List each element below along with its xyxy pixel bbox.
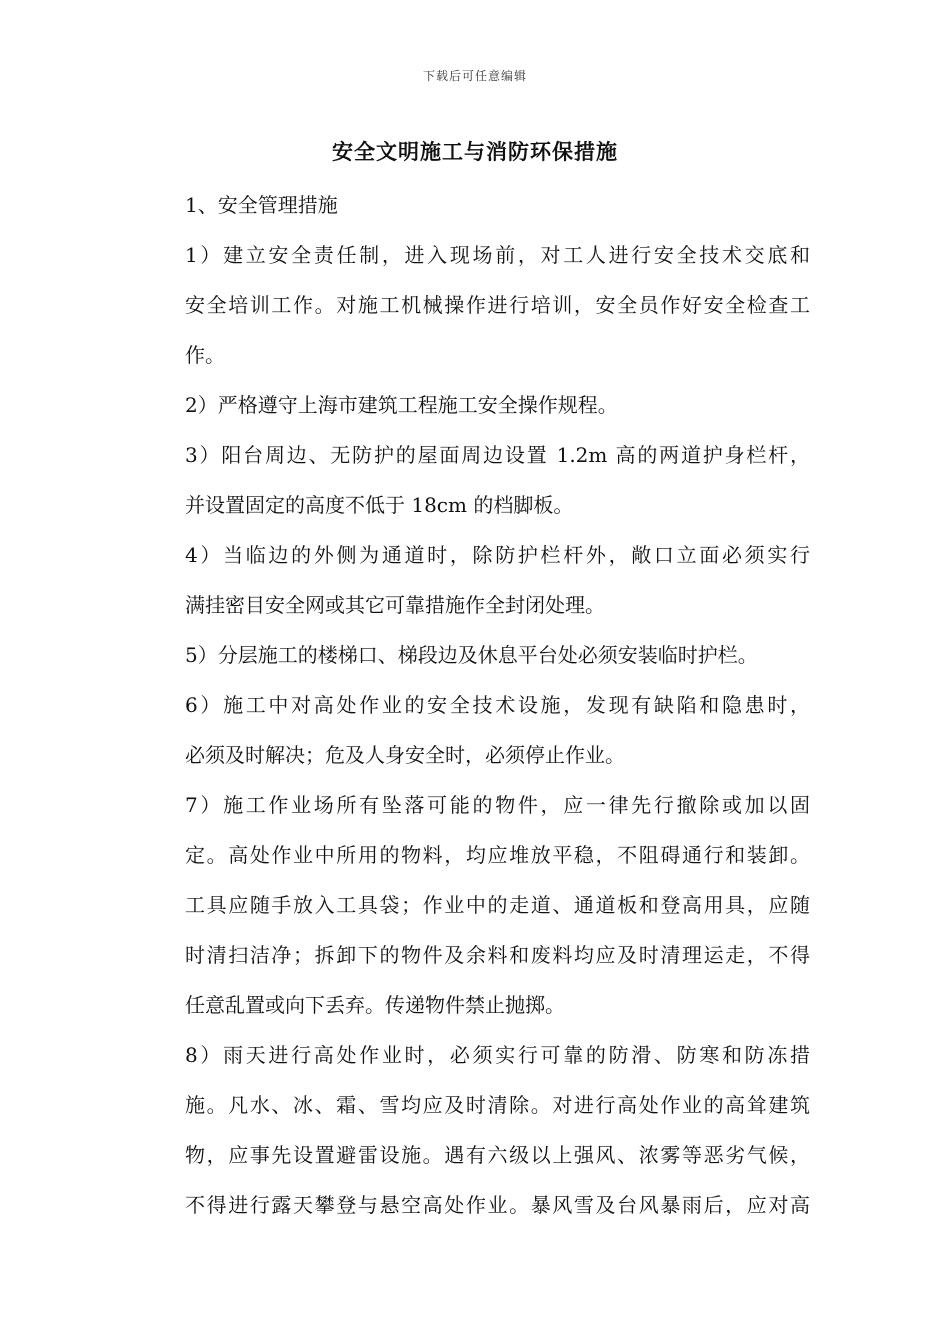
document-body	[145, 180, 810, 1230]
text-line: 物，应事先设置避雷设施。遇有六级以上强风、浓雾等恶劣气候，	[185, 1143, 810, 1167]
paragraph-2	[145, 380, 810, 430]
text-line: 5）分层施工的楼梯口、梯段边及休息平台处必须安装临时护栏。	[185, 643, 758, 667]
text-line: 必须及时解决；危及人身安全时，必须停止作业。	[185, 743, 625, 767]
text-line: 施。凡水、冰、霜、雪均应及时清除。对进行高处作业的高耸建筑	[185, 1093, 810, 1117]
paragraph-1	[145, 230, 810, 380]
text-line: 7）施工作业场所有坠落可能的物件，应一律先行撤除或加以固	[185, 793, 810, 817]
paragraph-4	[145, 530, 810, 630]
text-line: 满挂密目安全网或其它可靠措施作全封闭处理。	[185, 593, 605, 617]
paragraph-safety-heading	[145, 180, 810, 230]
paragraph-7	[145, 780, 810, 1030]
text-line: 作。	[185, 343, 225, 367]
paragraph-8	[145, 1030, 810, 1230]
text-line: 工具应随手放入工具袋；作业中的走道、通道板和登高用具，应随	[185, 893, 810, 917]
text-line: 4）当临边的外侧为通道时，除防护栏杆外，敞口立面必须实行	[185, 543, 810, 567]
text-line: 任意乱置或向下丢弃。传递物件禁止抛掷。	[185, 993, 565, 1017]
paragraph-3	[145, 430, 810, 530]
text-line: 1）建立安全责任制，进入现场前，对工人进行安全技术交底和	[185, 243, 810, 267]
text-line: 安全培训工作。对施工机械操作进行培训，安全员作好安全检查工	[185, 293, 810, 317]
text-line: 8）雨天进行高处作业时，必须实行可靠的防滑、防寒和防冻措	[185, 1043, 810, 1067]
text-line: 并设置固定的高度不低于 18cm 的档脚板。	[185, 493, 574, 517]
text-line: 2）严格遵守上海市建筑工程施工安全操作规程。	[185, 393, 618, 417]
text-line: 不得进行露天攀登与悬空高处作业。暴风雪及台风暴雨后，应对高	[185, 1193, 810, 1217]
paragraph-5	[145, 630, 810, 680]
text-line: 时清扫洁净；拆卸下的物件及余料和废料均应及时清理运走，不得	[185, 943, 810, 967]
text-line: 1、安全管理措施	[185, 193, 338, 217]
document-title: 安全文明施工与消防环保措施	[332, 139, 618, 164]
text-line: 3）阳台周边、无防护的屋面周边设置 1.2m 高的两道护身栏杆，	[185, 443, 810, 467]
text-line: 定。高处作业中所用的物料，均应堆放平稳，不阻碍通行和装卸。	[185, 843, 810, 867]
text-line: 6）施工中对高处作业的安全技术设施，发现有缺陷和隐患时，	[185, 693, 810, 717]
paragraph-6	[145, 680, 810, 780]
header-note: 下载后可任意编辑	[422, 69, 527, 83]
